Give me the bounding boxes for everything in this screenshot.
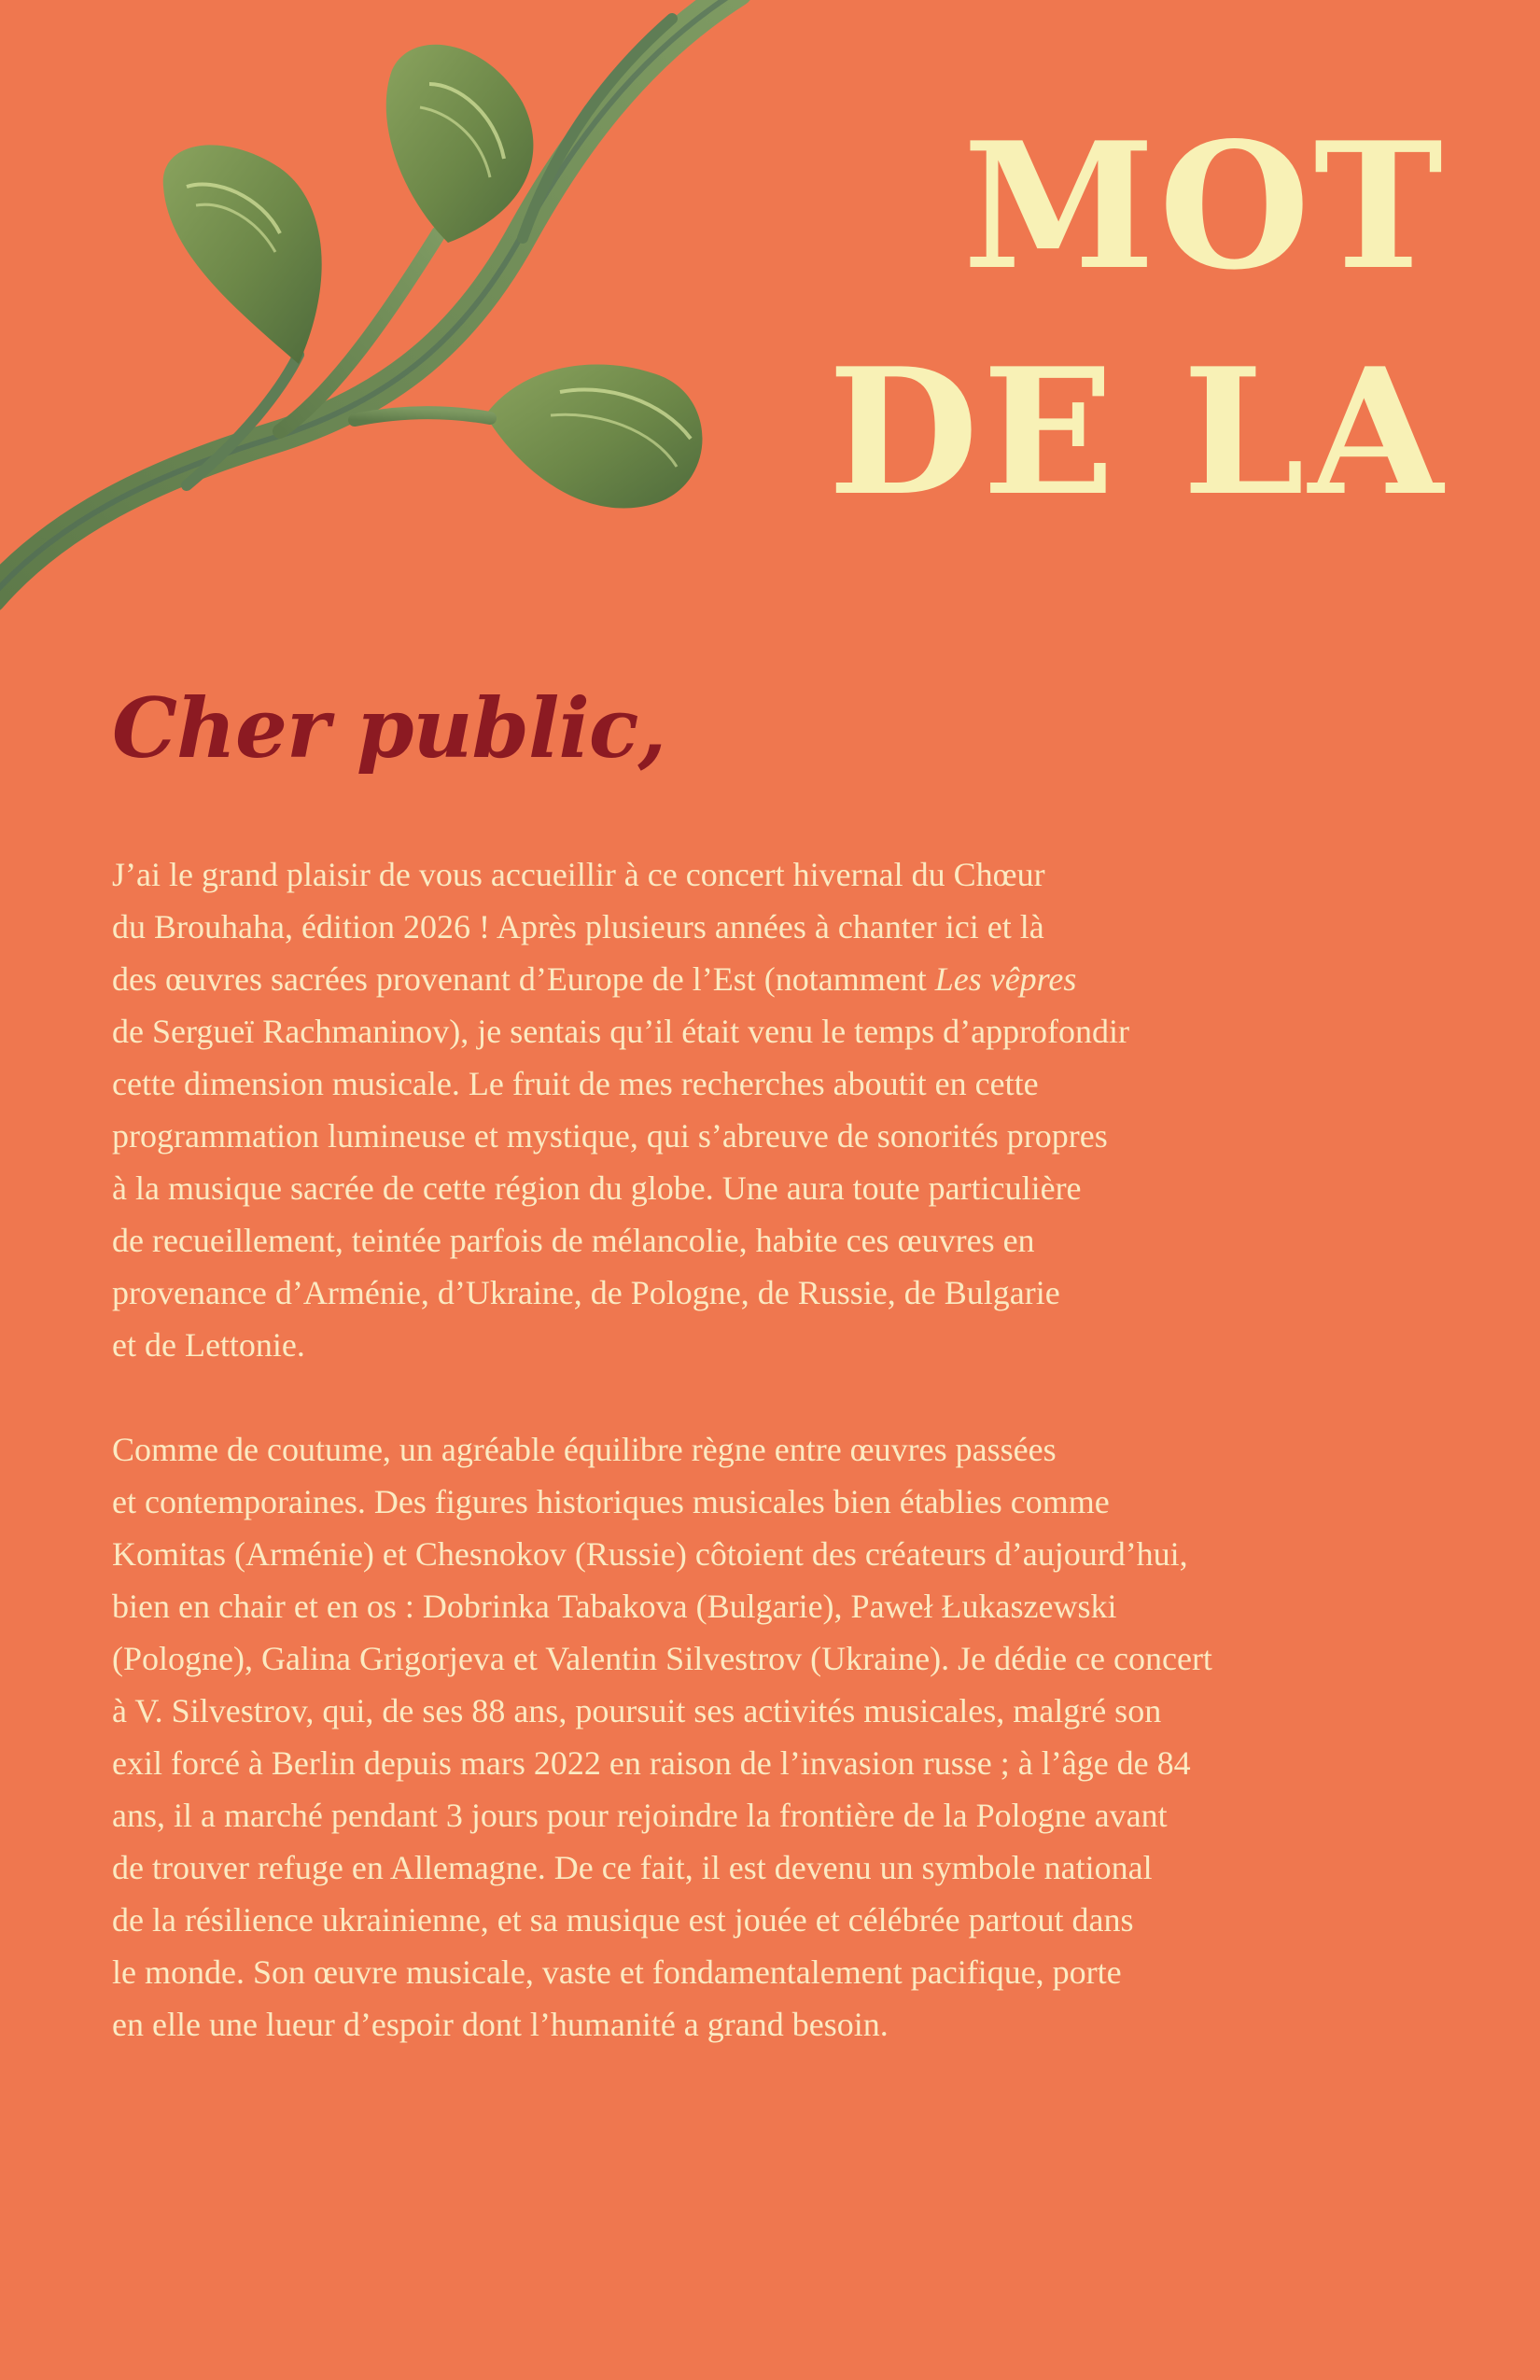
text-line: provenance d’Arménie, d’Ukraine, de Pologne, de Russie, de Bulgarie — [112, 1274, 1060, 1311]
text-line: de la résilience ukrainienne, et sa musique est jouée et célébrée partout dans — [112, 1901, 1134, 1939]
text-line: (Pologne), Galina Grigorjeva et Valentin Silvestrov (Ukraine). Je dédie ce concert — [112, 1640, 1212, 1677]
text-line: cette dimension musicale. Le fruit de mes recherches aboutit en cette — [112, 1065, 1039, 1102]
page-title — [828, 93, 1447, 545]
text-line: de Sergueï Rachmaninov), je sentais qu’il était venu le temps d’approfondir — [112, 1013, 1130, 1050]
text-line: à V. Silvestrov, qui, de ses 88 ans, poursuit ses activités musicales, malgré son — [112, 1692, 1162, 1729]
text-line: le monde. Son œuvre musicale, vaste et fondamentalement pacifique, porte — [112, 1953, 1122, 1991]
text-line: et de Lettonie. — [112, 1326, 305, 1364]
text-line: ans, il a marché pendant 3 jours pour rejoindre la frontière de la Pologne avant — [112, 1797, 1168, 1834]
title-line-2: DE LA — [828, 329, 1447, 534]
letter-body — [112, 848, 1437, 2103]
text-line: Komitas (Arménie) et Chesnokov (Russie) côtoient des créateurs d’aujourd’hui, — [112, 1535, 1188, 1573]
text-line: bien en chair et en os : Dobrinka Tabakova (Bulgarie), Paweł Łukaszewski — [112, 1588, 1117, 1625]
work-title-italic: Les vêpres — [934, 960, 1077, 998]
text-line: à la musique sacrée de cette région du globe. Une aura toute particulière — [112, 1169, 1082, 1207]
text-line: du Brouhaha, édition 2026 ! Après plusieurs années à chanter ici et là — [112, 908, 1044, 945]
olive-branch-illustration — [0, 0, 765, 635]
text-line: Comme de coutume, un agréable équilibre règne entre œuvres passées — [112, 1431, 1057, 1468]
text-line: exil forcé à Berlin depuis mars 2022 en raison de l’invasion russe ; à l’âge de 84 — [112, 1744, 1191, 1782]
text-line: de recueillement, teintée parfois de mélancolie, habite ces œuvres en — [112, 1222, 1035, 1259]
title-line-1: MOT — [962, 104, 1447, 308]
text-line: en elle une lueur d’espoir dont l’humanité a grand besoin. — [112, 2006, 889, 2043]
text-line: J’ai le grand plaisir de vous accueillir à ce concert hivernal du Chœur — [112, 856, 1045, 893]
paragraph-composers — [112, 1423, 1437, 2051]
text-line: et contemporaines. Des figures historiques musicales bien établies comme — [112, 1483, 1110, 1520]
greeting-heading: Cher public, — [112, 679, 666, 777]
text-segment: des œuvres sacrées provenant d’Europe de l’Est (notamment — [112, 960, 935, 998]
text-line: de trouver refuge en Allemagne. De ce fait, il est devenu un symbole national — [112, 1849, 1153, 1886]
text-line: programmation lumineuse et mystique, qui s’abreuve de sonorités propres — [112, 1117, 1108, 1155]
paragraph-intro — [112, 848, 1437, 1371]
text-line — [112, 953, 1437, 1005]
